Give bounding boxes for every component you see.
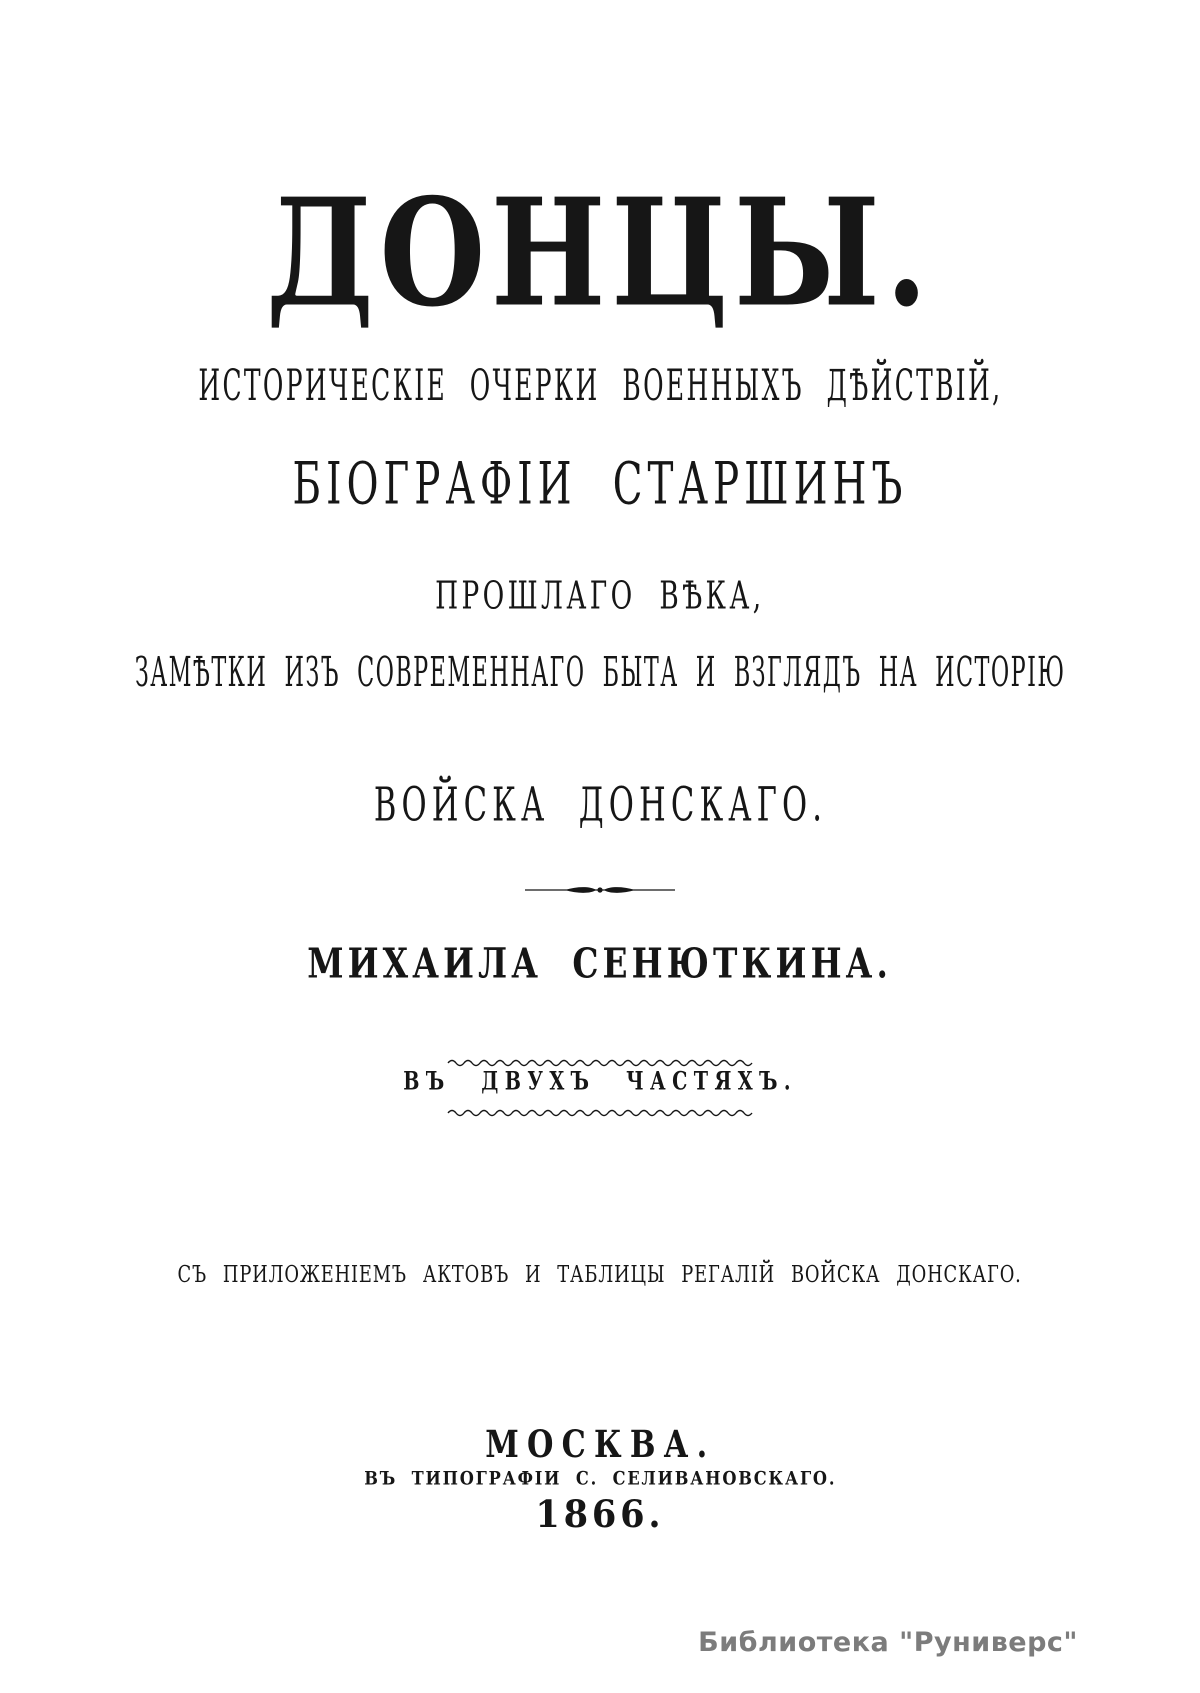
- parts-note: [0, 1066, 1200, 1095]
- subtitle-line-1: [0, 359, 1200, 411]
- subtitle-line-2-text: БІОГРАФІИ СТАРШИНЪ: [292, 449, 908, 518]
- imprint-city-text: МОСКВА.: [484, 1422, 716, 1466]
- spindle-divider-icon: [525, 884, 675, 896]
- subtitle-line-5: [0, 777, 1200, 832]
- book-title: [0, 166, 1200, 341]
- author-name: [0, 940, 1200, 987]
- appendix-note-text: СЪ ПРИЛОЖЕНІЕМЪ АКТОВЪ И ТАБЛИЦЫ РЕГАЛІЙ ВОЙСКА ДОНСКАГО.: [177, 1260, 1023, 1288]
- imprint-year-text: 1866.: [535, 1492, 665, 1536]
- imprint-year: [0, 1492, 1200, 1536]
- subtitle-line-1-text: ИСТОРИЧЕСКІЕ ОЧЕРКИ ВОЕННЫХЪ ДѢЙСТВІЙ,: [197, 359, 1002, 411]
- book-title-text: ДОНЦЫ.: [266, 166, 934, 341]
- author-name-text: МИХАИЛА СЕНЮТКИНА.: [307, 939, 893, 988]
- appendix-note: [0, 1262, 1200, 1286]
- wavy-rule-bottom: [0, 1106, 1200, 1118]
- spindle-divider-ornament: [0, 884, 1200, 896]
- wavy-rule-bottom-icon: [447, 1106, 753, 1118]
- imprint-printer: [0, 1468, 1200, 1489]
- subtitle-line-4-text: ЗАМѢТКИ ИЗЪ СОВРЕМЕННАГО БЫТА И ВЗГЛЯДЪ НА ИСТОРІЮ: [134, 649, 1066, 697]
- subtitle-line-2: [0, 449, 1200, 518]
- imprint-city: [0, 1422, 1200, 1466]
- parts-note-text: ВЪ ДВУХЪ ЧАСТЯХЪ.: [403, 1065, 797, 1096]
- subtitle-line-3-text: ПРОШЛАГО ВѢКА,: [435, 573, 765, 619]
- library-watermark: Библиотека "Руниверс": [698, 1627, 1078, 1658]
- imprint-printer-text: ВЪ ТИПОГРАФІИ С. СЕЛИВАНОВСКАГО.: [363, 1467, 837, 1490]
- subtitle-line-3: [0, 573, 1200, 619]
- subtitle-line-5-text: ВОЙСКА ДОНСКАГО.: [373, 777, 827, 832]
- subtitle-line-4: [0, 649, 1200, 697]
